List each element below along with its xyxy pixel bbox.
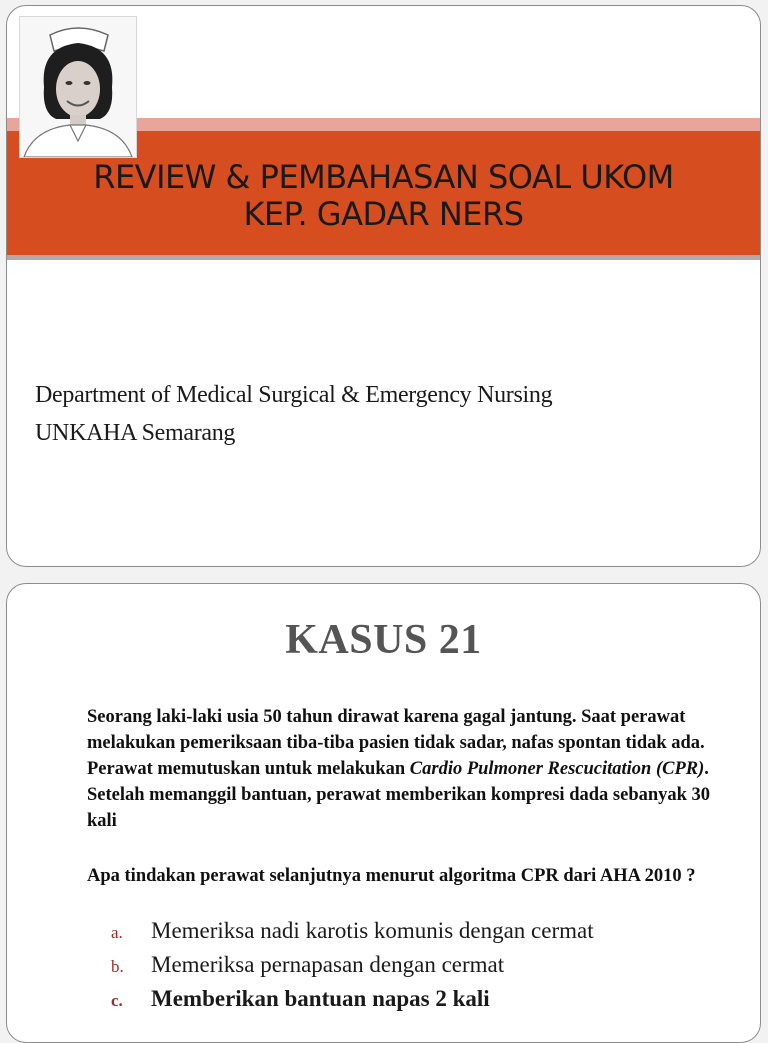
option-letter: a. — [111, 923, 123, 942]
case-question: Apa tindakan perawat selanjutnya menurut algoritma CPR dari AHA 2010 ? — [87, 866, 696, 886]
answer-option-b — [111, 952, 594, 986]
case-slide — [6, 583, 761, 1043]
title-line-1: REVIEW & PEMBAHASAN SOAL UKOM — [93, 158, 674, 196]
nurse-photo — [19, 16, 137, 158]
department-name: Department of Medical Surgical & Emergency Nursing — [35, 382, 553, 408]
option-text: Memeriksa pernapasan dengan cermat — [151, 952, 505, 977]
slide-title — [27, 159, 740, 233]
case-description — [87, 704, 727, 834]
option-letter: c. — [111, 991, 123, 1010]
divider — [7, 255, 760, 260]
answer-options — [111, 918, 594, 1020]
case-text-part-1: Seorang laki-laki usia 50 tahun dirawat karena gagal jantung. Saat perawat melakukan pemeriksaan tiba-tiba pasien tidak sadar, nafas spontan tidak ada. Perawat memutuskan untuk melakukan — [87, 707, 705, 779]
institution-name: UNKAHA Semarang — [35, 420, 236, 446]
option-letter: b. — [111, 957, 124, 976]
case-title: KASUS 21 — [285, 617, 482, 663]
slide-subtitle — [35, 376, 735, 452]
answer-option-a — [111, 918, 594, 952]
title-line-2: KEP. GADAR NERS — [243, 195, 524, 233]
case-text-part-2: . Setelah memanggil bantuan, perawat memberikan kompresi dada sebanyak 30 kali — [87, 759, 711, 831]
option-text: Memberikan bantuan napas 2 kali — [151, 986, 490, 1011]
case-text-italic: Cardio Pulmoner Rescucitation (CPR) — [409, 759, 705, 779]
option-text: Memeriksa nadi karotis komunis dengan cermat — [151, 918, 594, 943]
title-slide — [6, 5, 761, 567]
answer-option-c — [111, 986, 594, 1020]
